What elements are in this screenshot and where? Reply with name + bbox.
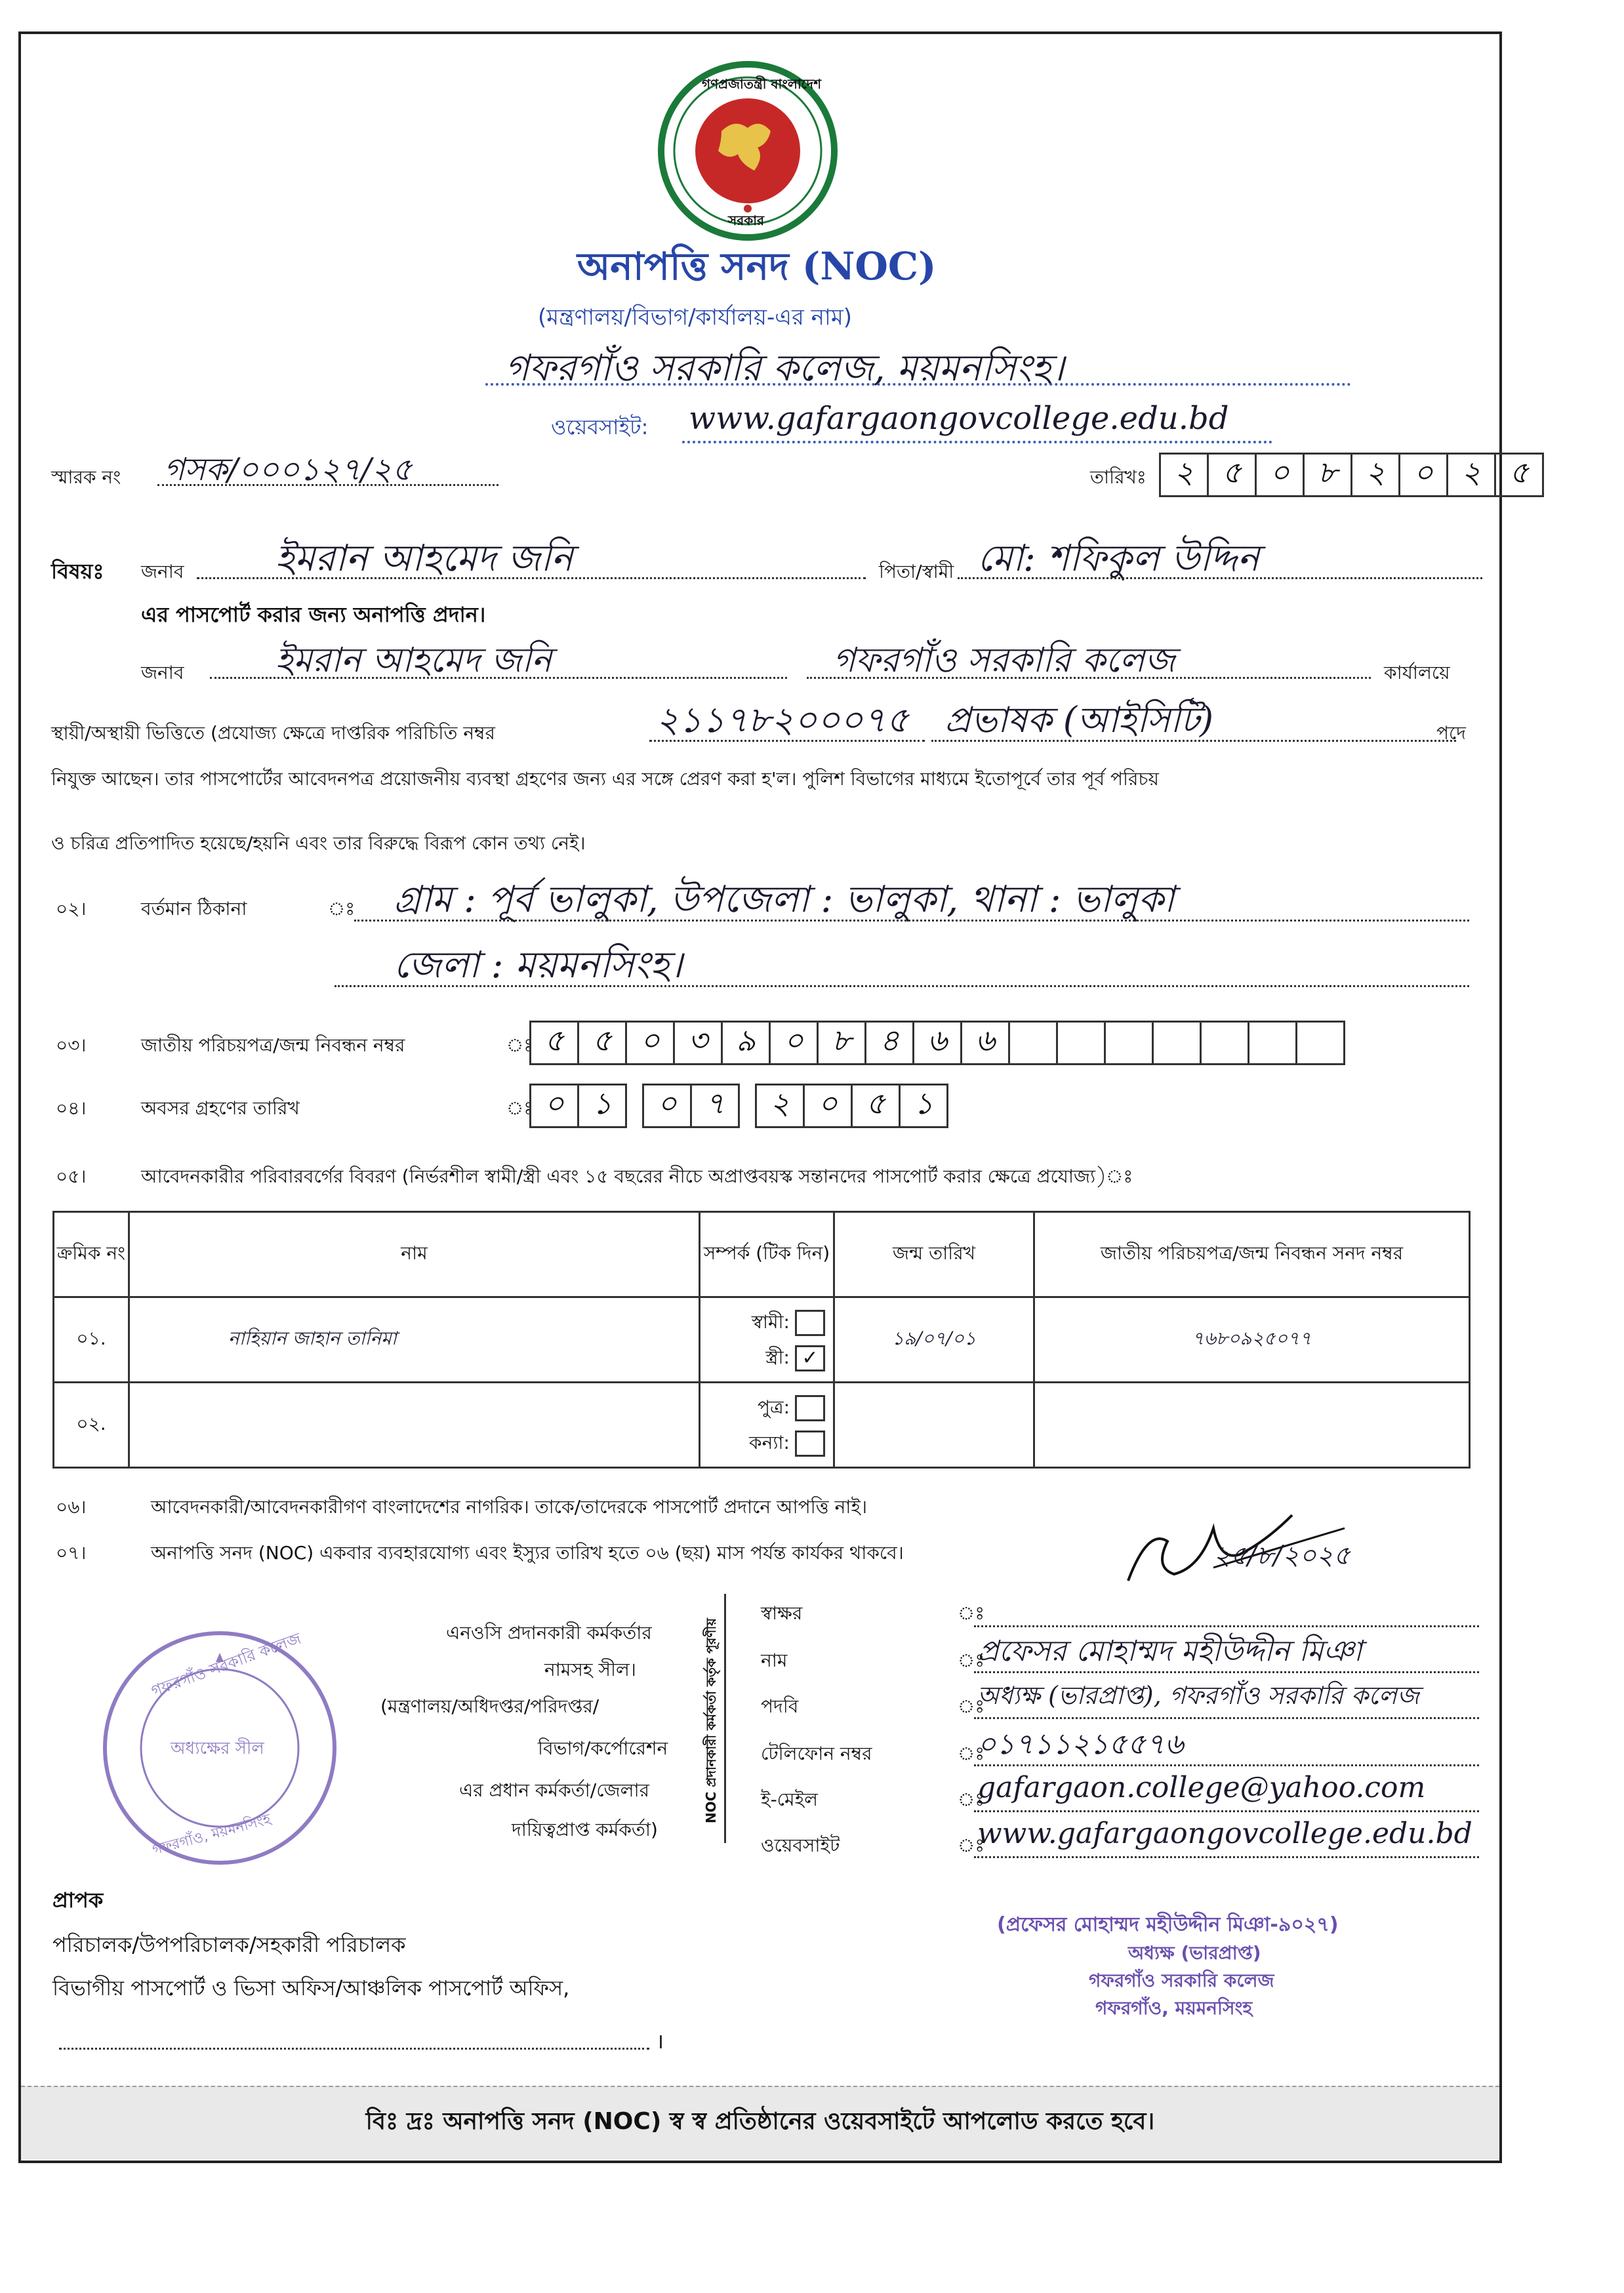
field-line — [974, 1717, 1479, 1719]
subject-name-line — [197, 577, 866, 579]
field-line — [974, 1625, 1479, 1627]
nid-digit: ৬ — [960, 1021, 1010, 1065]
recipient-label: প্রাপক — [52, 1888, 104, 1913]
seal-ring-text: গফরগাঁও সরকারি কলেজ — [148, 1629, 304, 1701]
officer-left-6: দায়িত্বপ্রাপ্ত কর্মকর্তা) — [512, 1819, 658, 1840]
retire-num: ০৪। — [56, 1097, 87, 1119]
family-num: ০৫। — [56, 1166, 87, 1187]
body-office-line — [807, 677, 1371, 679]
body-line2-suffix: পদে — [1436, 722, 1466, 744]
family-intro: আবেদনকারীর পরিবারবর্গের বিবরণ (নির্ভরশীল স্বামী/স্ত্রী এবং ১৫ বছরের নীচে অপ্রাপ্তবয়স্ক সন্তানদের পাসপোর্ট করার ক্ষেত্রে প্রযোজ্য)ঃ — [141, 1166, 1133, 1187]
field-value-email: gafargaon.college@yahoo.com — [977, 1771, 1426, 1804]
field-value-phone: ০১৭১১২১৫৫৭৬ — [977, 1728, 1184, 1761]
col-nid: জাতীয় পরিচয়পত্র/জন্ম নিবন্ধন সনদ নম্বর — [1034, 1212, 1470, 1297]
rel-check-daughter[interactable] — [795, 1431, 825, 1457]
designation-line — [931, 740, 1456, 742]
retire-digit: ১ — [899, 1084, 948, 1128]
field-label-website: ওয়েবসাইট — [761, 1835, 840, 1856]
designation: প্রভাষক (আইসিটি) — [944, 699, 1214, 741]
row-dob — [834, 1383, 1034, 1468]
address-line1-dots — [354, 920, 1469, 922]
address-colon: ঃ — [328, 898, 355, 920]
rel-check-wife[interactable]: ✓ — [795, 1345, 825, 1371]
officer-left-2: নামসহ সীল। — [544, 1659, 636, 1680]
address-line2: জেলা : ময়মনসিংহ। — [394, 944, 683, 986]
date-digit: ৮ — [1303, 453, 1352, 497]
rel-label-husband: স্বামী: — [751, 1310, 790, 1333]
date-digit: ২ — [1159, 453, 1209, 497]
row-serial: ০১. — [54, 1297, 129, 1383]
office-suffix: কার্যালয়ে — [1384, 662, 1450, 683]
date-digit: ০ — [1255, 453, 1305, 497]
officer-vertical-label: NOC প্রদানকারী কর্মকর্তা কর্তৃক পূরণীয় — [703, 1617, 719, 1823]
website-line — [682, 441, 1272, 443]
father-label: পিতা/স্বামী — [879, 561, 954, 582]
field-value-website: www.gafargaongovcollege.edu.bd — [977, 1817, 1472, 1850]
emblem-bottom-text: সরকার — [728, 213, 765, 228]
field-line — [974, 1856, 1479, 1858]
decl-7: অনাপত্তি সনদ (NOC) একবার ব্যবহারযোগ্য এবং ইস্যুর তারিখ হতে ০৬ (ছয়) মাস পর্যন্ত কার্যকর থাকবে। — [151, 1542, 904, 1564]
field-value-name: প্রফেসর মোহাম্মদ মহীউদ্দীন মিঞা — [977, 1634, 1362, 1668]
emblem-top-text: গণপ্রজাতন্ত্রী বাংলাদেশ — [702, 76, 822, 92]
nid-number-label-num: ০৩। — [56, 1034, 87, 1056]
subject-label: বিষয়ঃ — [51, 559, 104, 584]
col-name: নাম — [129, 1212, 700, 1297]
address-label: বর্তমান ঠিকানা — [141, 898, 247, 920]
field-colon: ঃ — [958, 1835, 985, 1856]
field-label-phone: টেলিফোন নম্বর — [761, 1743, 872, 1764]
recipient-line3-dots — [59, 2048, 649, 2050]
body-mr-label: জনাব — [141, 662, 184, 683]
col-dob: জন্ম তারিখ — [834, 1212, 1034, 1297]
date-digit: ০ — [1398, 453, 1448, 497]
field-label-signature: স্বাক্ষর — [761, 1602, 803, 1624]
retire-digit: ০ — [803, 1084, 853, 1128]
rel-label-son: পুত্র: — [757, 1396, 790, 1418]
row-nid: ৭৬৮০৯২৫০৭৭ — [1034, 1297, 1470, 1383]
nid-boxes — [531, 1021, 1345, 1065]
memo-number: গসক/০০০১২৭/২৫ — [164, 451, 413, 488]
official-id: ২১১৭৮২০০০৭৫ — [656, 699, 909, 741]
address-number: ০২। — [56, 898, 87, 920]
signature-date: ২৫/৮/২০২৫ — [1213, 1541, 1350, 1571]
field-line — [974, 1671, 1479, 1673]
address-line2-dots — [335, 985, 1469, 987]
rel-check-son[interactable] — [795, 1395, 825, 1421]
officer-vertical-rule — [724, 1594, 726, 1843]
date-digit: ২ — [1446, 453, 1496, 497]
nid-digit: ৫ — [577, 1021, 627, 1065]
father-name: মো: শফিকুল উদ্দিন — [977, 537, 1260, 580]
decl-6: আবেদনকারী/আবেদনকারীগণ বাংলাদেশের নাগরিক। তাকে/তাদেরকে পাসপোর্ট প্রদানে আপত্তি নাই। — [151, 1496, 868, 1518]
decl-7-num: ০৭। — [56, 1542, 87, 1564]
nid-digit — [1152, 1021, 1202, 1065]
office-name-line — [485, 383, 1351, 386]
table-row — [54, 1383, 1470, 1468]
field-label-email: ই-মেইল — [761, 1789, 819, 1810]
page-title: অনাপত্তি সনদ (NOC) — [577, 244, 937, 289]
retire-boxes — [531, 1084, 948, 1128]
date-digit: ৫ — [1494, 453, 1544, 497]
nid-digit — [1248, 1021, 1297, 1065]
officer-left-3: (মন্ত্রণালয়/অধিদপ্তর/পরিদপ্তর/ — [380, 1695, 599, 1717]
row-nid — [1034, 1383, 1470, 1468]
subject-mr-label: জনাব — [141, 561, 184, 582]
retire-label: অবসর গ্রহণের তারিখ — [141, 1097, 300, 1119]
nid-digit: ৬ — [912, 1021, 962, 1065]
website-label: ওয়েবসাইট: — [551, 415, 649, 439]
table-row — [54, 1297, 1470, 1383]
retire-digit: ০ — [529, 1084, 579, 1128]
officer-left-5: এর প্রধান কর্মকর্তা/জেলার — [459, 1779, 650, 1801]
nid-digit: ৫ — [529, 1021, 579, 1065]
col-relation: সম্পর্ক (টিক দিন) — [700, 1212, 834, 1297]
nid-digit — [1295, 1021, 1345, 1065]
principal-stamp-line-4: গফরগাঁও, ময়মনসিংহ — [1095, 1997, 1253, 2019]
memo-line — [157, 484, 498, 486]
nid-digit: ০ — [625, 1021, 675, 1065]
field-colon: ঃ — [958, 1789, 985, 1810]
seal-bottom-text: গফরগাঁও, ময়মনসিংহ — [150, 1811, 273, 1859]
body-line4: ও চরিত্র প্রতিপাদিত হয়েছে/হয়নি এবং তার বিরুদ্ধে বিরূপ কোন তথ্য নেই। — [51, 832, 586, 854]
footer-note: বিঃ দ্রঃ অনাপত্তি সনদ (NOC) স্ব স্ব প্রতিষ্ঠানের ওয়েবসাইটে আপলোড করতে হবে। — [21, 2086, 1499, 2159]
officer-left-1: এনওসি প্রদানকারী কর্মকর্তার — [446, 1622, 652, 1644]
nid-digit: ৯ — [721, 1021, 771, 1065]
date-digit: ২ — [1350, 453, 1400, 497]
father-name-line — [958, 577, 1482, 579]
field-line — [974, 1810, 1479, 1812]
nid-colon: ঃ — [506, 1034, 534, 1056]
field-value-designation: অধ্যক্ষ (ভারপ্রাপ্ত), গফরগাঁও সরকারি কলেজ — [977, 1681, 1419, 1710]
rel-check-husband[interactable] — [795, 1310, 825, 1336]
date-boxes — [1161, 453, 1544, 497]
body-line2-prefix: স্থায়ী/অস্থায়ী ভিত্তিতে (প্রযোজ্য ক্ষেত্রে দাপ্তরিক পরিচিতি নম্বর — [51, 722, 495, 744]
date-digit: ৫ — [1207, 453, 1257, 497]
principal-stamp-line-2: অধ্যক্ষ (ভারপ্রাপ্ত) — [1128, 1942, 1261, 1964]
nid-digit — [1104, 1021, 1154, 1065]
recipient-line2: বিভাগীয় পাসপোর্ট ও ভিসা অফিস/আঞ্চলিক পাসপোর্ট অফিস, — [52, 1976, 570, 2000]
row-name — [129, 1383, 700, 1468]
body-name: ইমরান আহমেদ জনি — [275, 641, 552, 680]
field-line — [974, 1764, 1479, 1766]
seal-inner-text: অধ্যক্ষের সীল — [171, 1739, 264, 1758]
principal-stamp-line-3: গফরগাঁও সরকারি কলেজ — [1089, 1970, 1274, 1991]
address-line1: গ্রাম : পূর্ব ভালুকা, উপজেলা : ভালুকা, থানা : ভালুকা — [394, 878, 1175, 921]
nid-digit: ৮ — [817, 1021, 866, 1065]
field-colon: ঃ — [958, 1650, 985, 1671]
rel-label-daughter: কন্যা: — [749, 1431, 790, 1453]
nid-digit — [1056, 1021, 1106, 1065]
office-name: গফরগাঁও সরকারি কলেজ, ময়মনসিংহ। — [505, 347, 1065, 390]
family-table — [52, 1211, 1471, 1469]
retire-digit: ২ — [755, 1084, 805, 1128]
field-label-designation: পদবি — [761, 1695, 799, 1717]
body-name-line — [210, 677, 787, 679]
decl-6-num: ০৬। — [56, 1496, 87, 1518]
body-office: গফরগাঁও সরকারি কলেজ — [833, 641, 1175, 680]
nid-digit — [1200, 1021, 1249, 1065]
nid-digit: ০ — [769, 1021, 819, 1065]
official-id-line — [649, 740, 925, 742]
nid-label: জাতীয় পরিচয়পত্র/জন্ম নিবন্ধন নম্বর — [141, 1034, 405, 1056]
retire-digit: ৫ — [851, 1084, 901, 1128]
row-serial: ০২. — [54, 1383, 129, 1468]
officer-left-4: বিভাগ/কর্পোরেশন — [538, 1737, 668, 1759]
rel-label-wife: স্ত্রী: — [765, 1346, 790, 1368]
retire-digit: ১ — [577, 1084, 627, 1128]
retire-digit: ৭ — [690, 1084, 740, 1128]
college-seal — [98, 1627, 341, 1869]
row-dob: ১৯/০৭/০১ — [834, 1297, 1034, 1383]
date-label: তারিখঃ — [1090, 466, 1147, 488]
principal-stamp-line-1: (প্রফেসর মোহাম্মদ মহীউদ্দীন মিঞা-৯০২৭) — [997, 1913, 1339, 1936]
field-colon: ঃ — [958, 1743, 985, 1764]
subject-name: ইমরান আহমেদ জনি — [275, 537, 573, 580]
retire-digit: ০ — [642, 1084, 692, 1128]
nid-digit — [1008, 1021, 1058, 1065]
field-label-name: নাম — [761, 1650, 788, 1671]
nid-digit: ৪ — [864, 1021, 914, 1065]
body-line3: নিযুক্ত আছেন। তার পাসপোর্টের আবেদনপত্র প্রয়োজনীয় ব্যবস্থা গ্রহণের জন্য এর সঙ্গে প্রেরণ করা হ'ল। পুলিশ বিভাগের মাধ্যমে ইতোপূর্বে তার পূর্ব পরিচয় — [51, 768, 1159, 790]
col-serial: ক্রমিক নং — [54, 1212, 129, 1297]
subject-purpose: এর পাসপোর্ট করার জন্য অনাপত্তি প্রদান। — [141, 602, 486, 627]
field-colon: ঃ — [958, 1695, 985, 1717]
website-value: www.gafargaongovcollege.edu.bd — [689, 400, 1229, 437]
recipient-line3-end: । — [656, 2029, 664, 2054]
memo-label: স্মারক নং — [51, 466, 121, 488]
government-emblem — [656, 59, 840, 243]
ministry-subtitle: (মন্ত্রণালয়/বিভাগ/কার্যালয়-এর নাম) — [538, 304, 852, 331]
row-name: নাহিয়ান জাহান তানিমা — [129, 1297, 700, 1383]
field-colon: ঃ — [958, 1602, 985, 1624]
recipient-line1: পরিচালক/উপপরিচালক/সহকারী পরিচালক — [52, 1932, 406, 1957]
nid-digit: ৩ — [673, 1021, 723, 1065]
retire-colon: ঃ — [506, 1097, 534, 1119]
officer-signature — [1115, 1509, 1391, 1600]
